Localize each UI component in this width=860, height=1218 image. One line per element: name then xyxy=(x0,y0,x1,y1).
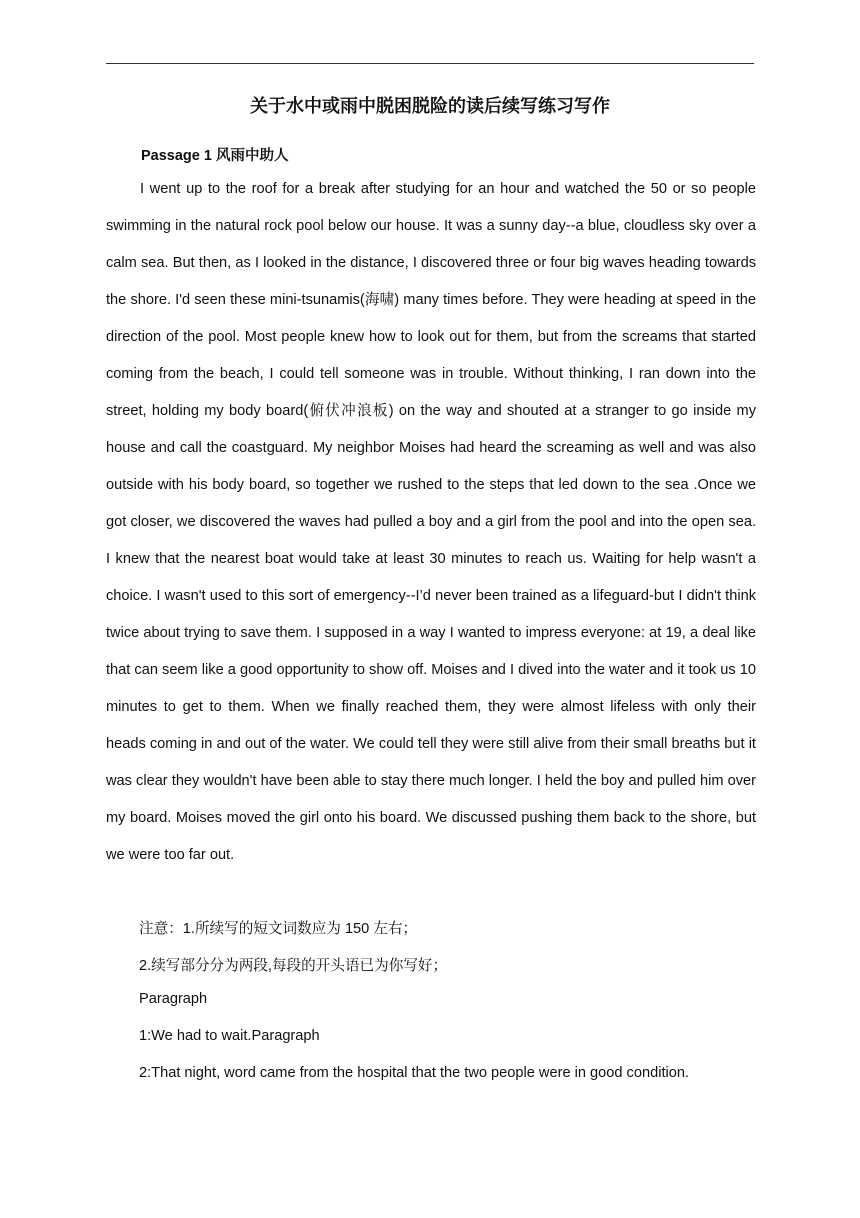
passage-body: I went up to the roof for a break after studying for an hour and watched the 50 or so people swimming in the natural rock pool below our house. It was a sunny day--a blue, cloudless sky over a calm sea. But then, as I looked in the distance, I discovered three or four big waves heading towards the shore. I'd seen these mini-tsunamis(海啸) many times before. They were heading at speed in the direction of the pool. Most people knew how to look out for them, but from the screams that started coming from the beach, I could tell someone was in trouble. Without thinking, I ran down into the street, holding my body board(俯伏冲浪板) on the way and shouted at a stranger to go inside my house and call the coastguard. My neighbor Moises had heard the screaming as well and was also outside with his body board, so together we rushed to the steps that led down to the sea .Once we got closer, we discovered the waves had pulled a boy and a girl from the pool and into the open sea. I knew that the nearest boat would take at least 30 minutes to reach us. Waiting for help wasn't a choice. I wasn't used to this sort of emergency--I’d never been trained as a lifeguard-but I didn't think twice about trying to save them. I supposed in a way I wanted to impress everyone: at 19, a deal like that can seem like a good opportunity to show off. Moises and I dived into the water and it took us 10 minutes to get to them. When we finally reached them, they were almost lifeless with only their heads coming in and out of the water. We could tell they were still alive from their small breaths but it was clear they wouldn't have been able to stay there much longer. I held the boy and pulled him over my board. Moises moved the girl onto his board. We discussed pushing them back to the shore, but we were too far out. xyxy=(106,181,756,863)
paragraph-label: Paragraph xyxy=(139,991,208,1007)
document-title: 关于水中或雨中脱困脱险的读后续写练习写作 xyxy=(250,96,610,116)
note-line-1: 注意：1.所续写的短文词数应为 150 左右； xyxy=(139,921,418,937)
paragraph-1-opening: 1:We had to wait.Paragraph xyxy=(139,1028,320,1044)
note-line-2: 2.续写部分分为两段,每段的开头语已为你写好； xyxy=(139,958,448,974)
paragraph-2-opening: 2:That night, word came from the hospital that the two people were in good condition. xyxy=(139,1065,690,1081)
header-rule xyxy=(106,63,754,64)
passage-heading: Passage 1 风雨中助人 xyxy=(141,148,289,164)
